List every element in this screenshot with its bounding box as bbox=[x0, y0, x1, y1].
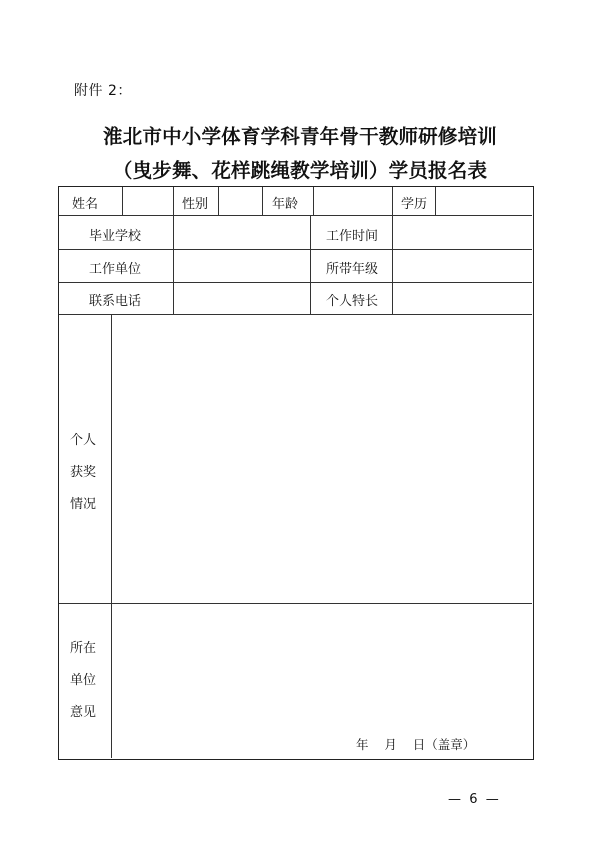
page-number: — 6 — bbox=[448, 792, 499, 807]
phone-field[interactable] bbox=[174, 283, 310, 314]
graduated-school-label: 毕业学校 bbox=[89, 229, 142, 244]
work-unit-field[interactable] bbox=[174, 250, 310, 282]
phone-label: 联系电话 bbox=[89, 294, 142, 309]
grade-label: 所带年级 bbox=[326, 262, 379, 277]
awards-label-line: 个人 bbox=[70, 433, 97, 448]
education-label: 学历 bbox=[401, 197, 428, 212]
col-divider bbox=[262, 187, 263, 215]
education-field[interactable] bbox=[436, 187, 532, 215]
col-divider bbox=[173, 187, 174, 215]
registration-form-table bbox=[58, 186, 534, 760]
col-divider bbox=[392, 187, 393, 215]
unit-opinion-label-line: 所在 bbox=[70, 641, 97, 656]
age-field[interactable] bbox=[314, 187, 392, 215]
gender-label: 性别 bbox=[182, 197, 209, 212]
unit-opinion-label-line: 意见 bbox=[70, 705, 97, 720]
graduated-school-field[interactable] bbox=[174, 216, 310, 249]
awards-label-line: 情况 bbox=[70, 497, 97, 512]
col-divider bbox=[310, 215, 311, 314]
form-title-line-1: 淮北市中小学体育学科青年骨干教师研修培训 bbox=[102, 125, 497, 148]
work-time-field[interactable] bbox=[393, 216, 532, 249]
name-label: 姓名 bbox=[72, 197, 99, 212]
awards-label-line: 获奖 bbox=[70, 465, 97, 480]
attachment-label: 附件 2： bbox=[74, 83, 132, 99]
work-unit-label: 工作单位 bbox=[89, 262, 142, 277]
grade-field[interactable] bbox=[393, 250, 532, 282]
gender-field[interactable] bbox=[219, 187, 262, 215]
age-label: 年龄 bbox=[272, 197, 299, 212]
name-field[interactable] bbox=[123, 187, 173, 215]
specialty-field[interactable] bbox=[393, 283, 532, 314]
unit-opinion-label-line: 单位 bbox=[70, 673, 97, 688]
awards-field[interactable] bbox=[112, 315, 532, 603]
specialty-label: 个人特长 bbox=[326, 294, 379, 309]
work-time-label: 工作时间 bbox=[326, 229, 379, 244]
form-title-line-2: （曳步舞、花样跳绳教学培训）学员报名表 bbox=[112, 159, 488, 182]
date-seal-line: 年 月 日（盖章） bbox=[356, 737, 476, 752]
